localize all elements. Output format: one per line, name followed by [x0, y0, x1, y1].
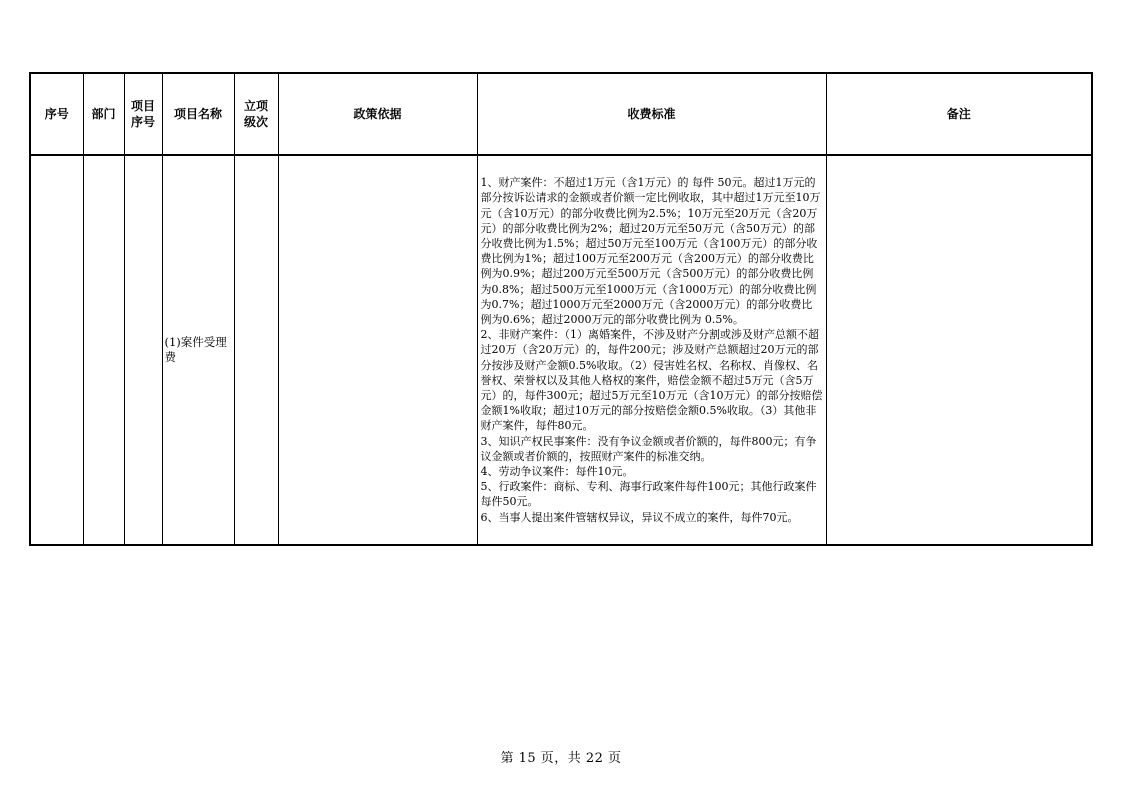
- header-item-name: 项目名称: [162, 73, 234, 155]
- header-standard: 收费标准: [477, 73, 826, 155]
- cell-remarks: [826, 155, 1092, 545]
- table-row: [30, 155, 1092, 545]
- standard-line-4: 4、劳动争议案件：每件10元。: [480, 465, 634, 479]
- header-seq: 序号: [30, 73, 83, 155]
- header-row: [30, 73, 1092, 155]
- cell-level: [234, 155, 278, 545]
- cell-standard: [477, 155, 826, 545]
- header-dept: 部门: [83, 73, 124, 155]
- cell-seq: [30, 155, 83, 545]
- standard-line-3: 3、知识产权民事案件：没有争议金额或者价额的，每件800元；有争议金额或者价额的，按照财产案件的标准交纳。: [480, 434, 817, 463]
- fee-table: [29, 72, 1093, 546]
- cell-policy: [278, 155, 477, 545]
- cell-item-name: (1)案件受理费: [162, 155, 234, 545]
- standard-line-1: 1、财产案件：不超过1万元（含1万元）的 每件 50元。超过1万元的部分按诉讼请求的金额或者价额一定比例收取，其中超过1万元至10万元（含10万元）的部分收费比例为2.5%；10万元至20万元（含20万元）的部分收费比例为2%；超过20万元至50万元（含50万元）的部分收费比例为1.5%；超过50万元至100万元（含100万元）的部分收费比例为1%；超过100万元至200万元（含200万元）的部分收费比例为0.9%；超过200万元至500万元（含500万元）的部分收费比例为0.8%；超过500万元至1000万元（含1000万元）的部分收费比例为0.7%；超过1000万元至2000万元（含2000万元）的部分收费比例为0.6%；超过2000万元的部分收费比例为 0.5%。: [480, 176, 821, 326]
- header-level: 立项 级次: [234, 73, 278, 155]
- cell-item-seq: [124, 155, 162, 545]
- standard-line-6: 6、当事人提出案件管辖权异议，异议不成立的案件，每件70元。: [480, 510, 799, 524]
- header-item-seq: 项目 序号: [124, 73, 162, 155]
- header-remarks: 备注: [826, 73, 1092, 155]
- header-policy: 政策依据: [278, 73, 477, 155]
- cell-dept: [83, 155, 124, 545]
- page-number: 第 15 页，共 22 页: [500, 751, 622, 766]
- standard-line-2: 2、非财产案件：（1）离婚案件，不涉及财产分割或涉及财产总额不超过20万（含20万元）的，每件200元；涉及财产总额超过20万元的部分按涉及财产金额0.5%收取。（2）侵害姓名权、名称权、肖像权、名誉权、荣誉权以及其他人格权的案件，赔偿金额不超过5万元（含5万元）的，每件300元；超过5万元至10万元（含10万元）的部分按赔偿金额1%收取；超过10万元的部分按赔偿金额0.5%收取。（3）其他非财产案件，每件80元。: [480, 328, 823, 433]
- standard-line-5: 5、行政案件：商标、专利、海事行政案件每件100元；其他行政案件每件50元。: [480, 480, 817, 509]
